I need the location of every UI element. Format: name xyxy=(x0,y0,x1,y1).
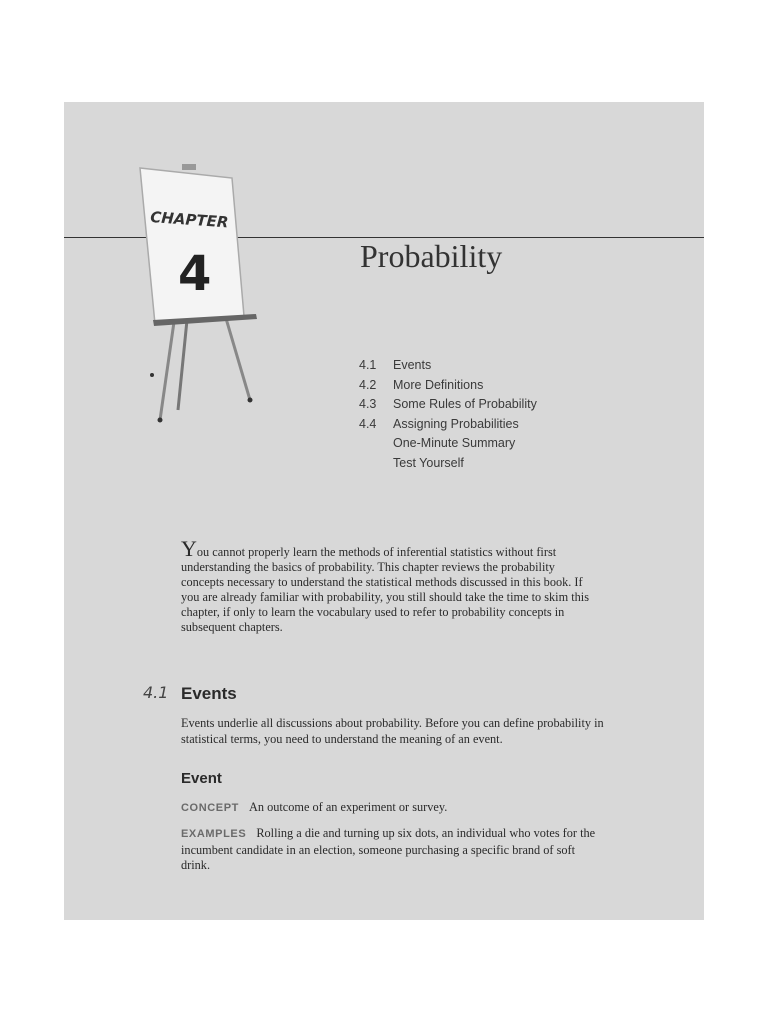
toc-item xyxy=(359,356,537,376)
section-body: Events underlie all discussions about probability. Before you can define probability in statistical terms, you need to understand the meaning of an event. xyxy=(181,716,604,746)
toc-label: Some Rules of Probability xyxy=(393,397,537,411)
toc-number: 4.3 xyxy=(359,397,377,411)
toc-item xyxy=(359,454,537,474)
toc-label: Events xyxy=(393,358,432,372)
chapter-title: Probability xyxy=(360,238,503,274)
concept-tag: CONCEPT xyxy=(181,802,239,814)
examples-paragraph xyxy=(181,826,601,874)
toc-item xyxy=(359,376,537,396)
concept-text: An outcome of an experiment or survey. xyxy=(248,800,448,814)
toc-item xyxy=(359,415,537,435)
toc-number: 4.4 xyxy=(359,416,377,431)
toc-number: 4.1 xyxy=(359,358,377,372)
section-number: 4.1 xyxy=(143,683,169,702)
easel-illustration xyxy=(120,150,290,430)
toc-label: One-Minute Summary xyxy=(393,436,516,450)
intro-paragraph xyxy=(181,536,601,635)
toc-item xyxy=(359,434,537,454)
toc-label: Test Yourself xyxy=(393,455,464,470)
section-title: Events xyxy=(181,684,237,703)
board-number: 4 xyxy=(178,246,212,302)
table-of-contents xyxy=(359,356,537,473)
toc-label: Assigning Probabilities xyxy=(393,416,519,431)
intro-text: ou cannot properly learn the methods of inferential statistics without first understanding the basics of probability. This chapter reviews the probability concepts necessary to understand the statistical methods discussed in this book. If you are already familiar with probability, you still should take the time to skim this chapter, if only to learn the vocabulary used to refer to probability concepts in subsequent chapters. xyxy=(181,545,589,634)
definition-title: Event xyxy=(181,770,222,787)
toc-number: 4.2 xyxy=(359,377,377,392)
concept-paragraph xyxy=(181,800,611,816)
toc-item xyxy=(359,395,537,415)
board-label: CHAPTER xyxy=(149,208,229,232)
intro-dropcap: Y xyxy=(181,536,197,561)
examples-text: Rolling a die and turning up six dots, an individual who votes for the incumbent candidate in an election, someone purchasing a specific brand of soft drink. xyxy=(181,826,596,872)
toc-label: More Definitions xyxy=(393,377,484,392)
examples-tag: EXAMPLES xyxy=(181,828,247,840)
